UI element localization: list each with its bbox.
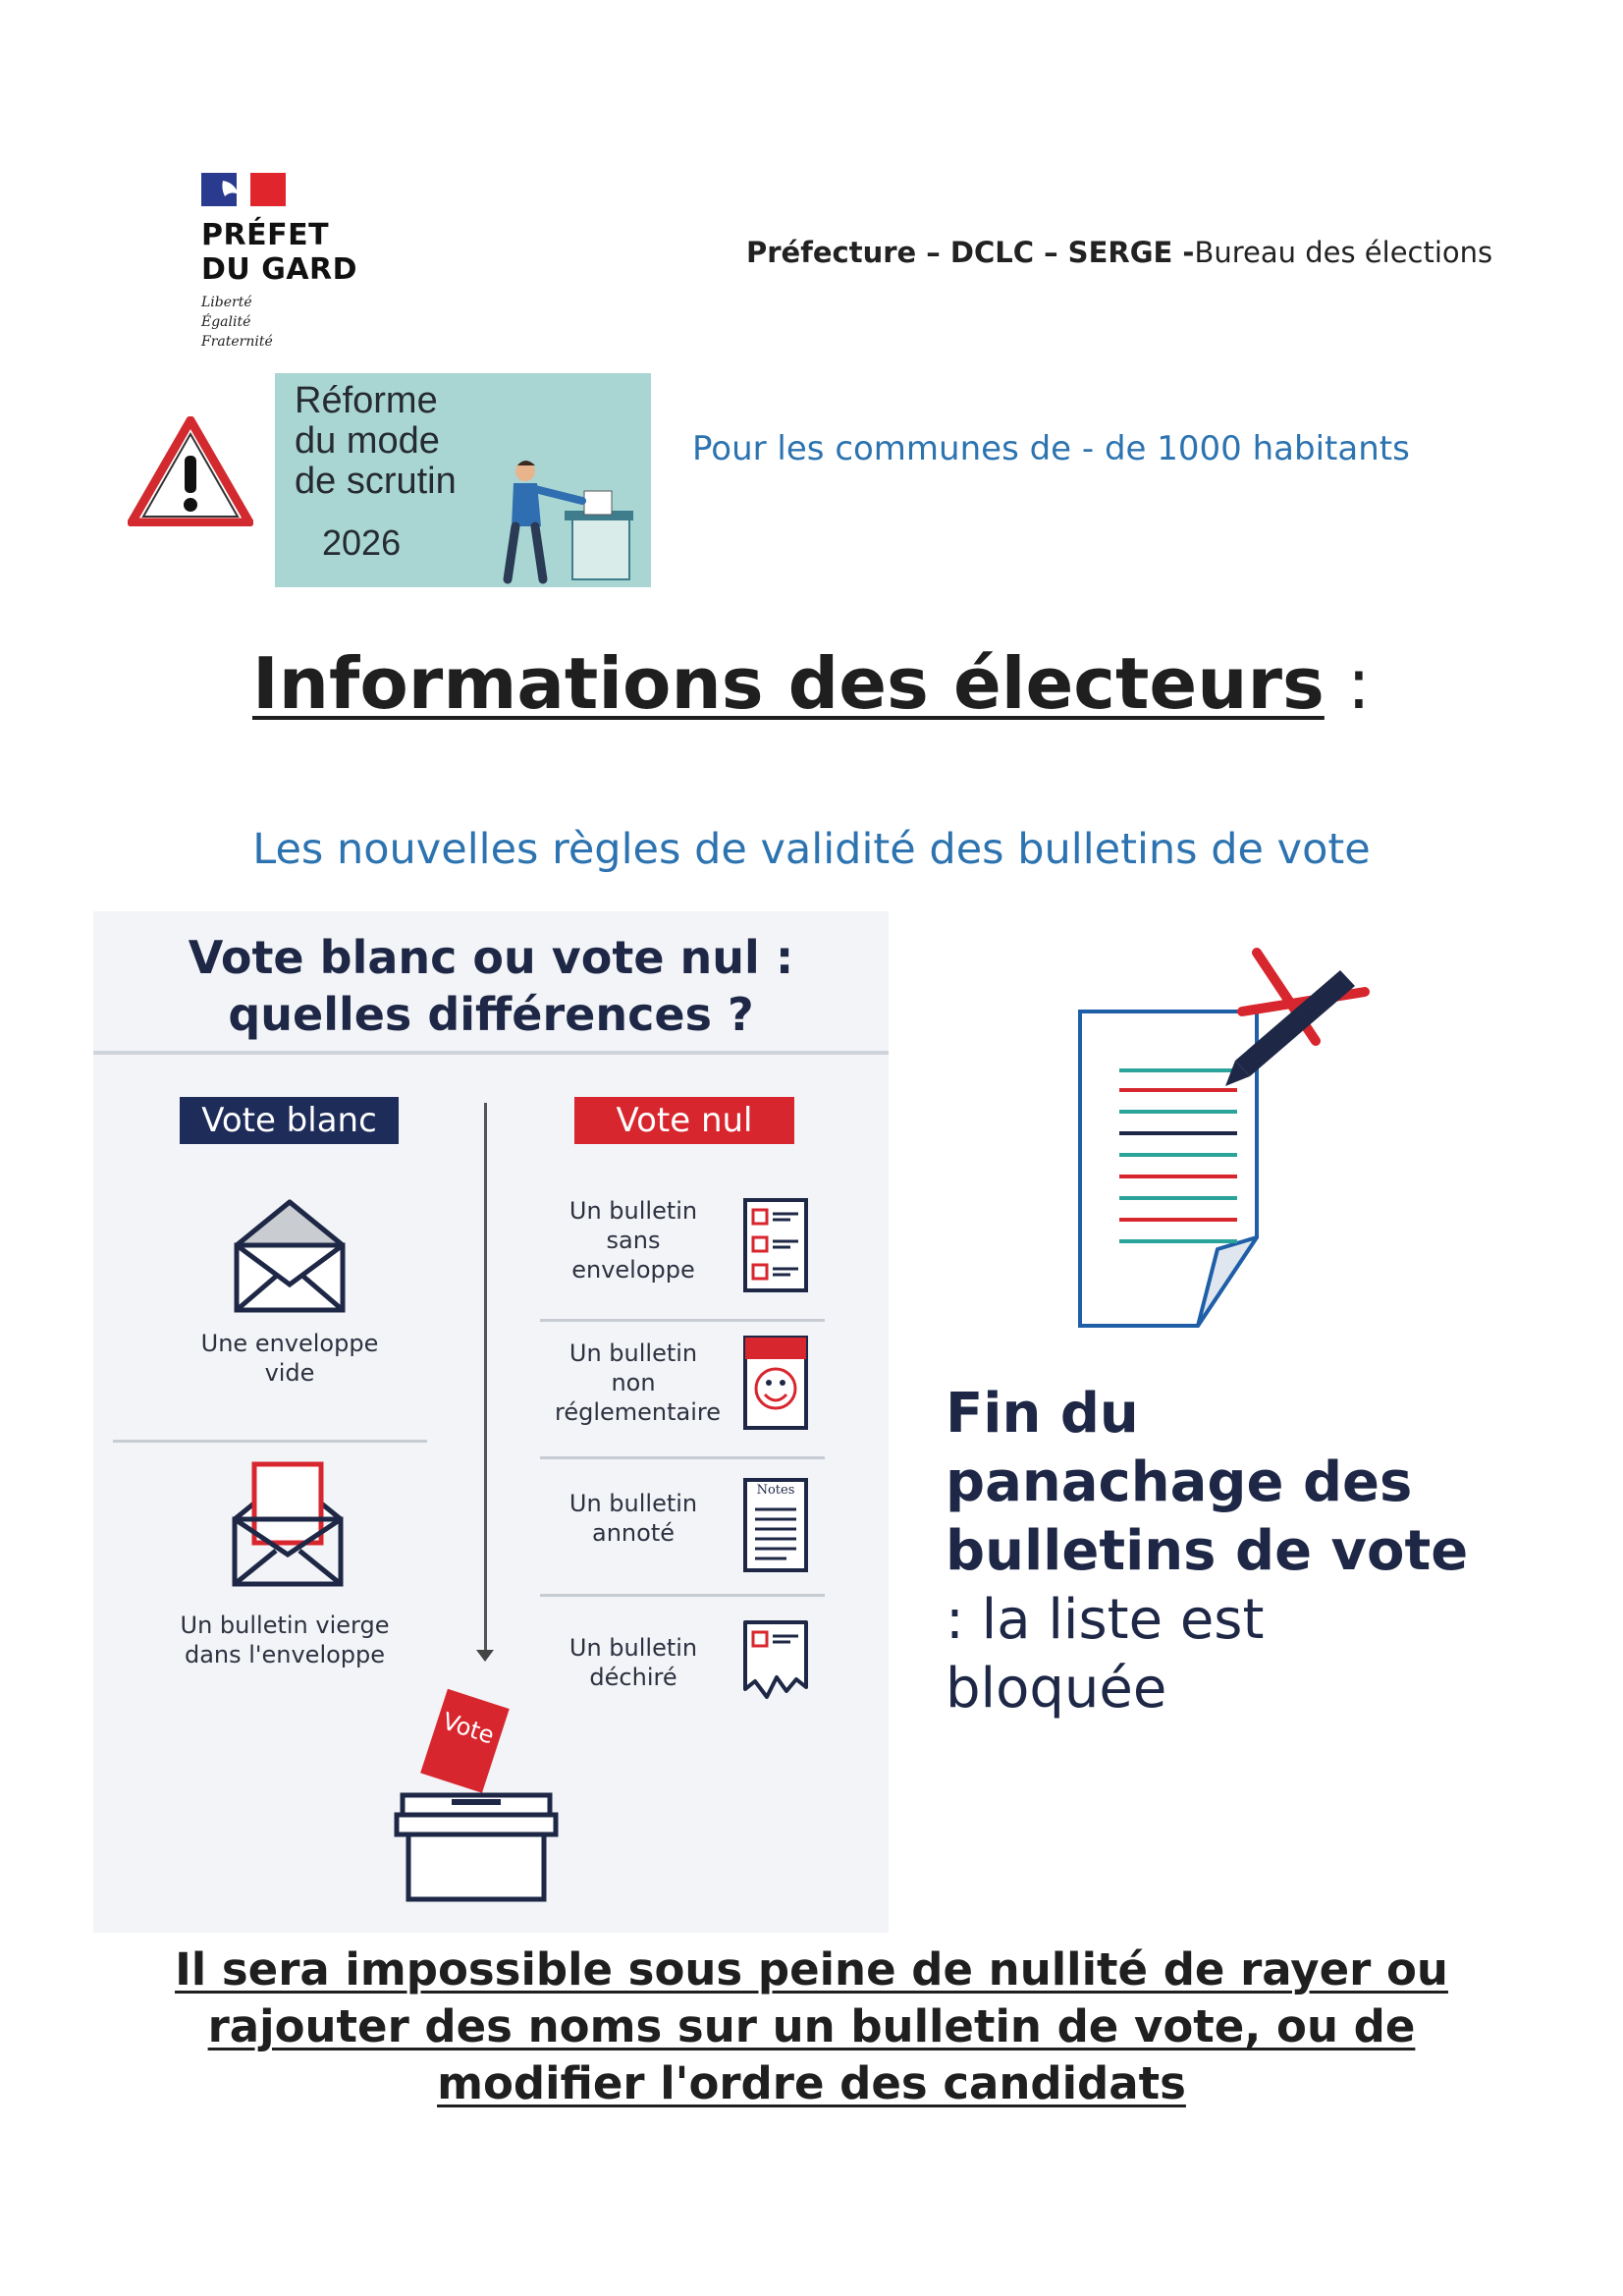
page-title-suffix: :	[1324, 642, 1372, 725]
timeline-line	[484, 1103, 487, 1653]
infographic-title-line-1: Vote blanc ou vote nul :	[188, 931, 794, 984]
reform-banner	[275, 373, 651, 587]
infographic-title	[93, 929, 889, 1043]
nul-item-no-envelope: Un bulletin sans enveloppe	[568, 1197, 698, 1284]
smiley-ballot-icon	[741, 1334, 810, 1432]
panachage-rest: : la liste est bloquée	[946, 1588, 1265, 1721]
nul-item-torn: Un bulletin déchiré	[568, 1634, 698, 1691]
crossed-pen-document-icon	[1070, 943, 1384, 1345]
torn-ballot-icon	[741, 1618, 810, 1717]
warning-note-line-1: Il sera impossible sous peine de nullité de rayer ou	[175, 1943, 1448, 1995]
infographic-divider	[93, 1051, 889, 1055]
blanc-item-empty-envelope: Une enveloppe vide	[200, 1330, 379, 1387]
motto-fraternite: Fraternité	[201, 334, 273, 350]
voter-illustration-icon	[486, 450, 633, 587]
warning-note	[0, 1941, 1623, 2112]
reform-title	[295, 381, 457, 502]
nul-divider	[540, 1594, 825, 1597]
ballot-box-icon	[393, 1677, 560, 1903]
blanc-item-blank-ballot: Un bulletin vierge dans l'enveloppe	[180, 1612, 390, 1668]
panachage-bold: Fin du panachage des bulletins de vote	[946, 1382, 1469, 1583]
reform-line-1: Réforme	[295, 380, 438, 421]
vote-blanc-tag: Vote blanc	[180, 1097, 399, 1144]
prefet-line-2: DU GARD	[201, 252, 358, 287]
reform-year: 2026	[322, 522, 402, 563]
page-title-text: Informations des électeurs	[251, 642, 1325, 725]
nul-divider	[540, 1319, 825, 1322]
infographic-title-line-2: quelles différences ?	[228, 988, 754, 1041]
ballot-vote-label: Vote	[439, 1707, 498, 1750]
header-service	[746, 236, 1492, 269]
nul-item-annotated: Un bulletin annoté	[568, 1490, 698, 1547]
motto-egalite: Égalité	[201, 314, 251, 330]
nul-divider	[540, 1456, 825, 1459]
reform-line-2: du mode	[295, 420, 440, 462]
motto-liberte: Liberté	[201, 295, 252, 310]
marianne-flag-icon	[201, 173, 286, 206]
timeline-arrow-icon	[476, 1650, 494, 1662]
reform-line-3: de scrutin	[295, 461, 457, 502]
nul-item-non-regulatory: Un bulletin non réglementaire	[555, 1339, 722, 1426]
annotated-ballot-icon	[741, 1476, 810, 1574]
warning-triangle-icon	[128, 416, 253, 526]
vote-blanc-nul-infographic	[93, 911, 889, 1933]
envelope-with-blank-ballot-icon	[227, 1456, 349, 1589]
service-rest: Bureau des élections	[1194, 236, 1493, 269]
checklist-ballot-icon	[741, 1196, 810, 1294]
ballot-box-drawing	[393, 1677, 560, 1903]
subtitle: Les nouvelles règles de validité des bulletins de vote	[252, 825, 1371, 874]
service-bold: Préfecture – DCLC – SERGE -	[746, 236, 1195, 269]
notes-label: Notes	[756, 1483, 795, 1498]
blanc-divider	[113, 1440, 427, 1443]
vote-nul-tag: Vote nul	[574, 1097, 794, 1144]
warning-note-line-2: rajouter des noms sur un bulletin de vote, ou de	[207, 2000, 1416, 2052]
prefet-logo	[201, 173, 398, 352]
panachage-text	[946, 1380, 1495, 1723]
page-title	[0, 642, 1623, 725]
communes-note: Pour les communes de - de 1000 habitants	[692, 429, 1410, 468]
empty-envelope-icon	[231, 1196, 349, 1316]
warning-note-line-3: modifier l'ordre des candidats	[437, 2057, 1186, 2109]
prefet-line-1: PRÉFET	[201, 218, 330, 252]
